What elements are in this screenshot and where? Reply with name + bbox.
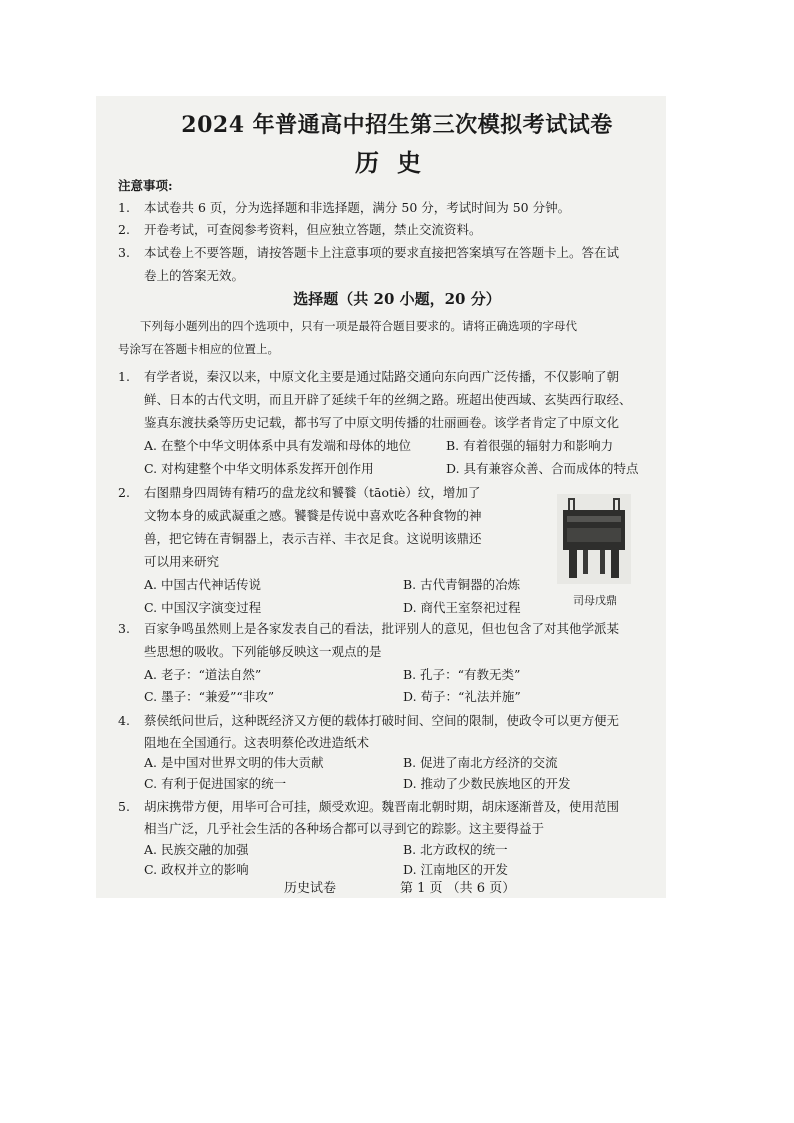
image-caption: 司母戊鼎 [573,594,617,607]
question-text: 相当广泛，几乎社会生活的各种场合都可以寻到它的踪影。这主要得益于 [144,821,545,836]
question-number: 2. [118,485,130,500]
question-text: 胡床携带方便，用毕可合可挂，颇受欢迎。魏晋南北朝时期，胡床逐渐普及，使用范围 [144,799,620,814]
notice-line: 卷上的答案无效。 [144,268,245,283]
notice-line: 本试卷上不要答题，请按答题卡上注意事项的要求直接把答案填写在答题卡上。答在试 [144,245,620,260]
question-text: 有学者说，秦汉以来，中原文化主要是通过陆路交通向东向西广泛传播，不仅影响了朝 [144,369,620,384]
question-text: 蔡侯纸问世后，这种既经济又方便的载体打破时间、空间的限制，使政令可以更方便无 [144,713,620,728]
question-number: 5. [118,799,130,814]
subject-title: 历史 [355,148,439,177]
section-instruction: 号涂写在答题卡相应的位置上。 [118,342,279,356]
option-a: A. 是中国对世界文明的伟大贡献 [144,755,324,770]
notice-line: 本试卷共 6 页，分为选择题和非选择题，满分 50 分，考试时间为 50 分钟。 [144,200,571,215]
option-c: C. 墨子：“兼爱”“非攻” [144,689,275,704]
notice-num: 2. [118,222,130,237]
option-b: B. 孔子：“有教无类” [403,667,521,682]
option-d: D. 江南地区的开发 [403,862,509,877]
option-d: D. 推动了少数民族地区的开发 [403,776,571,791]
option-d: D. 具有兼容众善、合而成体的特点 [446,461,639,476]
notice-num: 3. [118,245,130,260]
question-text: 百家争鸣虽然则上是各家发表自己的看法，批评别人的意见，但也包含了对其他学派某 [144,621,620,636]
option-a: A. 中国古代神话传说 [144,577,261,592]
footer-page-number: 第 1 页 （共 6 页） [400,881,516,896]
question-text: 鲜、日本的古代文明，而且开辟了延续千年的丝绸之路。班超出使西域、玄奘西行取经、 [144,392,632,407]
section-title: 选择题（共 20 小题，20 分） [293,290,501,308]
option-a: A. 民族交融的加强 [144,842,249,857]
question-text: 可以用来研究 [144,554,220,569]
exam-title: 2024 年普通高中招生第三次模拟考试试卷 [181,112,613,138]
notice-line: 开卷考试，可查阅参考资料，但应独立答题，禁止交流资料。 [144,222,482,237]
question-number: 1. [118,369,130,384]
option-c: C. 有利于促进国家的统一 [144,776,287,791]
question-number: 3. [118,621,130,636]
option-b: B. 古代青铜器的冶炼 [403,577,521,592]
option-d: D. 商代王室祭祀过程 [403,600,521,615]
question-text: 鉴真东渡扶桑等历史记载，都书写了中原文明传播的壮丽画卷。该学者肯定了中原文化 [144,415,620,430]
question-text: 右图鼎身四周铸有精巧的盘龙纹和饕餮（tāotiè）纹，增加了 [144,485,481,500]
question-text: 阻地在全国通行。这表明蔡伦改进造纸术 [144,735,370,750]
bronze-ding-image [557,494,631,584]
option-b: B. 有着很强的辐射力和影响力 [446,438,614,453]
section-instruction: 下列每小题列出的四个选项中，只有一项是最符合题目要求的。请将正确选项的字母代 [140,319,577,333]
question-text: 些思想的吸收。下列能够反映这一观点的是 [144,644,382,659]
option-c: C. 政权并立的影响 [144,862,249,877]
question-text: 兽，把它铸在青铜器上，表示吉祥、丰衣足食。这说明该鼎还 [144,531,482,546]
option-c: C. 中国汉字演变过程 [144,600,262,615]
option-a: A. 老子：“道法自然” [144,667,262,682]
option-b: B. 北方政权的统一 [403,842,508,857]
notice-num: 1. [118,200,130,215]
footer-subject: 历史试卷 [284,881,337,896]
option-d: D. 荀子：“礼法并施” [403,689,521,704]
question-text: 文物本身的威武凝重之感。饕餮是传说中喜欢吃各种食物的神 [144,508,482,523]
option-a: A. 在整个中华文明体系中具有发端和母体的地位 [144,438,411,453]
notice-heading: 注意事项: [118,178,173,193]
question-number: 4. [118,713,130,728]
option-c: C. 对构建整个中华文明体系发挥开创作用 [144,461,374,476]
option-b: B. 促进了南北方经济的交流 [403,755,558,770]
